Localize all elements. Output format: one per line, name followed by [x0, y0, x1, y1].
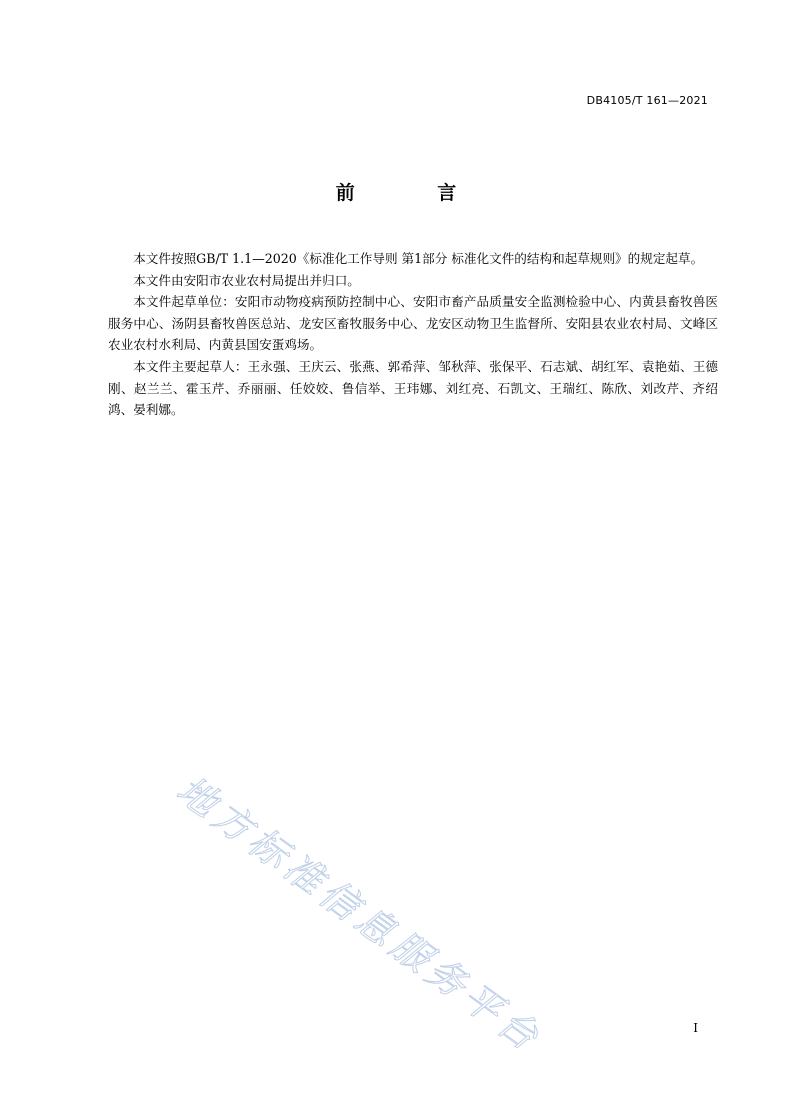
watermark: 地方标准信息服务平台 — [168, 767, 551, 1062]
page-title: 前 言 — [335, 182, 495, 204]
document-code: DB4105/T 161—2021 — [586, 94, 708, 107]
paragraph-standard-basis: 本文件按照GB/T 1.1—2020《标准化工作导则 第1部分 标准化文件的结构和起草规则》的规定起草。 — [133, 251, 704, 266]
foreword-body — [108, 248, 718, 421]
paragraph-proposer: 本文件由安阳市农业农村局提出并归口。 — [133, 272, 360, 288]
page-number: I — [693, 1021, 698, 1035]
paragraph-drafting-units: 本文件起草单位：安阳市动物疫病预防控制中心、安阳市畜产品质量安全监测检验中心、内黄县畜牧兽医服务中心、汤阴县畜牧兽医总站、龙安区畜牧服务中心、龙安区动物卫生监督所、安阳县农业农村局、文峰区农业农村水利局、内黄县国安蛋鸡场。 — [108, 294, 718, 353]
paragraph-drafters: 本文件主要起草人：王永强、王庆云、张燕、郭希萍、邹秋萍、张保平、石志斌、胡红军、袁艳茹、王德刚、赵兰兰、霍玉芹、乔丽丽、任姣姣、鲁信举、王玮娜、刘红亮、石凯文、王瑞红、陈欣、刘改芹、齐绍鸿、晏利娜。 — [108, 358, 718, 418]
